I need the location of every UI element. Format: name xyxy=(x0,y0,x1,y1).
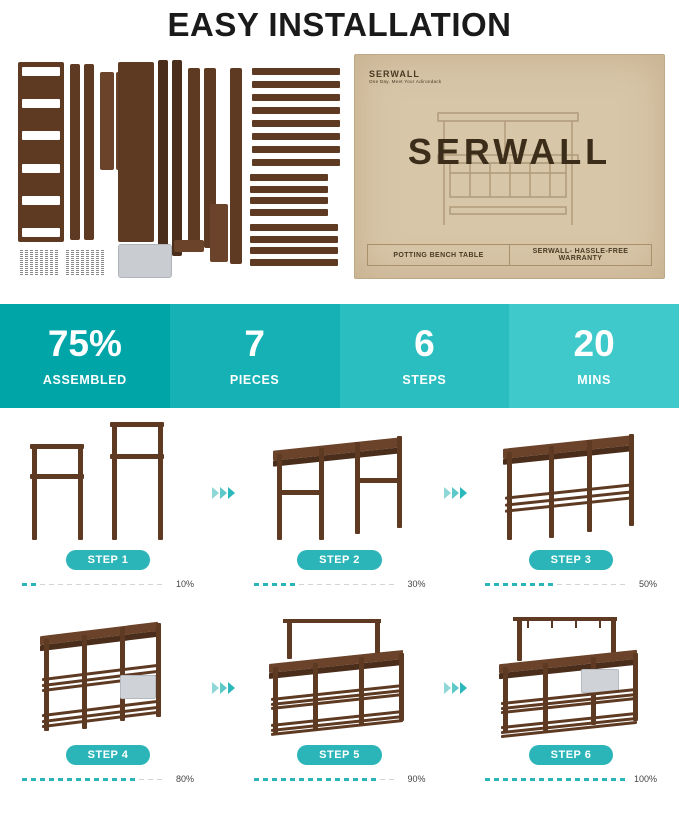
part-post xyxy=(158,60,168,256)
step-2-illustration xyxy=(247,418,432,548)
part-leg xyxy=(188,68,200,248)
part-slatted-shelf xyxy=(250,224,338,266)
package-carton xyxy=(354,54,665,279)
part-sink-tray xyxy=(118,244,172,278)
step-5-percent: 90% xyxy=(407,774,426,784)
part-side-ladder-panel xyxy=(18,62,64,242)
step-4-label: STEP 4 xyxy=(66,745,151,765)
carton-logo-tagline: One Day. Meet Your Adirondack xyxy=(369,79,442,84)
steps-row-2 xyxy=(10,613,669,808)
step-1-progress xyxy=(22,579,194,589)
stat-value: 75% xyxy=(47,323,122,364)
stat-label: ASSEMBLED xyxy=(42,373,127,387)
step-1-label: STEP 1 xyxy=(66,550,151,570)
step-4 xyxy=(10,613,206,784)
step-3-label: STEP 3 xyxy=(529,550,614,570)
stat-value: 6 xyxy=(414,323,435,364)
step-6-illustration xyxy=(479,613,664,743)
part-screw-set xyxy=(66,250,104,276)
stat-label: PIECES xyxy=(229,373,280,387)
step-4-illustration xyxy=(16,613,201,743)
stat-value: 20 xyxy=(573,323,615,364)
part-slatted-shelf xyxy=(250,174,328,216)
step-3 xyxy=(473,418,669,589)
stat-mins xyxy=(509,304,679,408)
step-2-label: STEP 2 xyxy=(297,550,382,570)
parts-layout xyxy=(14,54,344,279)
assembly-steps xyxy=(0,408,679,808)
stats-bar xyxy=(0,304,679,408)
step-6-progress xyxy=(485,774,657,784)
arrow-4-to-5 xyxy=(206,613,242,763)
step-5-progress xyxy=(254,774,426,784)
carton-footer xyxy=(367,244,652,266)
steps-row-1 xyxy=(10,418,669,613)
step-1-illustration xyxy=(16,418,201,548)
carton-logo-text: SERWALL xyxy=(369,69,420,79)
step-5-illustration xyxy=(247,613,432,743)
stat-assembled xyxy=(0,304,170,408)
step-6-label: STEP 6 xyxy=(529,745,614,765)
carton-logo xyxy=(369,69,441,84)
arrow-5-to-6 xyxy=(438,613,474,763)
step-3-illustration xyxy=(479,418,664,548)
step-6 xyxy=(473,613,669,784)
step-5-label: STEP 5 xyxy=(297,745,382,765)
carton-warranty-label: SERWALL- HASSLE-FREE WARRANTY xyxy=(532,248,629,262)
step-3-percent: 50% xyxy=(638,579,657,589)
part-back-panel xyxy=(118,62,154,242)
step-6-percent: 100% xyxy=(633,774,657,784)
step-2-percent: 30% xyxy=(407,579,426,589)
stat-label: MINS xyxy=(577,373,611,387)
part-narrow-board xyxy=(100,72,114,170)
part-long-slat xyxy=(84,64,94,240)
chevron-right-icon xyxy=(212,682,235,694)
carton-product-sketch xyxy=(410,103,610,243)
step-4-percent: 80% xyxy=(175,774,194,784)
step-3-progress xyxy=(485,579,657,589)
part-long-slat xyxy=(70,64,80,240)
stat-value: 7 xyxy=(244,323,265,364)
chevron-right-icon xyxy=(212,487,235,499)
part-small-board xyxy=(174,240,204,252)
part-leg xyxy=(230,68,242,264)
step-4-progress xyxy=(22,774,194,784)
part-slatted-shelf xyxy=(252,120,340,166)
step-1-percent: 10% xyxy=(175,579,194,589)
parts-and-package-section xyxy=(0,54,679,294)
step-2-progress xyxy=(254,579,426,589)
step-1 xyxy=(10,418,206,589)
part-short-board xyxy=(210,204,228,262)
chevron-right-icon xyxy=(444,487,467,499)
step-5 xyxy=(242,613,438,784)
part-slatted-top xyxy=(252,68,340,114)
carton-product-label: POTTING BENCH TABLE xyxy=(393,251,484,259)
part-post xyxy=(172,60,182,256)
carton-brand: SERWALL xyxy=(407,131,612,172)
part-screw-set xyxy=(20,250,58,276)
stat-pieces xyxy=(170,304,340,408)
arrow-1-to-2 xyxy=(206,418,242,568)
step-2 xyxy=(242,418,438,589)
arrow-2-to-3 xyxy=(438,418,474,568)
stat-steps xyxy=(340,304,510,408)
stat-label: STEPS xyxy=(402,373,447,387)
page-title: EASY INSTALLATION xyxy=(167,6,512,43)
chevron-right-icon xyxy=(444,682,467,694)
